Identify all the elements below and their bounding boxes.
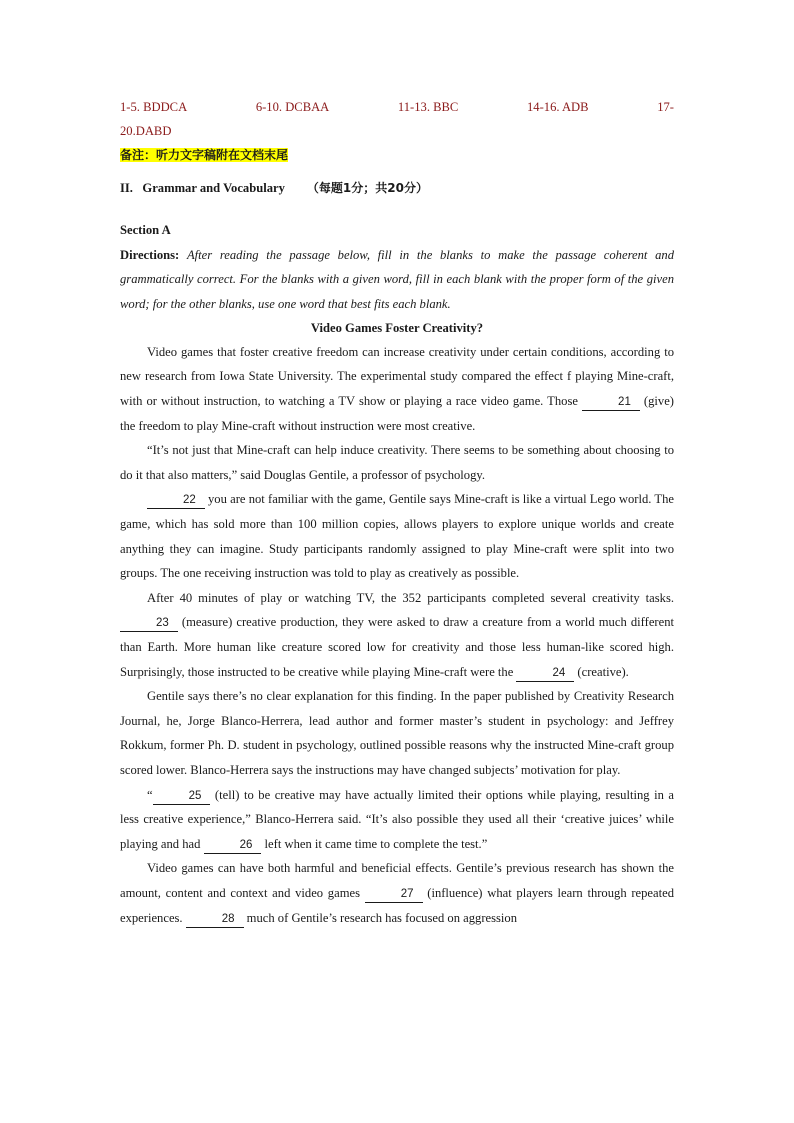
answer-group-17-20-end: 20.DABD [120, 124, 172, 138]
answer-group-1-5: 1-5. BDDCA [120, 100, 188, 114]
section-heading [120, 177, 674, 199]
directions-text: After reading the passage below, fill in the blanks to make the passage coherent and grammatically correct. For the blanks with a given word, fill in each blank with the proper form of the given word; for the other blanks, use one word that best fits each blank. [120, 248, 674, 311]
blank-21[interactable]: 21 [582, 395, 640, 411]
document-page [120, 95, 674, 930]
directions [120, 243, 674, 316]
answer-group-11-13: 11-13. BBC [397, 100, 459, 114]
blank-22[interactable]: 22 [147, 493, 205, 509]
passage-title: Video Games Foster Creativity? [310, 320, 484, 335]
note-line [120, 143, 674, 167]
paragraph-4: After 40 minutes of play or watching TV, the 352 participants completed several creativity tasks. 23 (measure) creative production, they were asked to draw a creature from a world much different than Earth. More human like creature scored low for creativity and those less human-like scored high. Surprisingly, those instructed to be creative while playing Mine-craft were the 24 (creative). [120, 586, 674, 684]
paragraph-7: Video games can have both harmful and beneficial effects. Gentile’s previous research has shown the amount, content and context and video games 27 (influence) what players learn through repeated experiences. 28 much of Gentile’s research has focused on aggression [120, 856, 674, 930]
heading-scoring: （每题1分；共20分） [306, 181, 428, 195]
answer-group-17-20-start: 17- [657, 100, 674, 114]
answer-group-14-16: 14-16. ADB [526, 100, 589, 114]
section-label: Section A [120, 223, 171, 237]
blank-25[interactable]: 25 [153, 789, 211, 805]
answer-key [120, 95, 674, 143]
blank-24[interactable]: 24 [516, 666, 574, 682]
blank-26[interactable]: 26 [204, 838, 262, 854]
answer-group-6-10: 6-10. DCBAA [255, 100, 330, 114]
blank-27[interactable]: 27 [365, 887, 423, 903]
directions-label: Directions: [120, 248, 180, 262]
paragraph-3: 22 you are not familiar with the game, Gentile says Mine-craft is like a virtual Lego world. The game, which has sold more than 100 million copies, allows players to explore unique worlds and create anything they can imagine. Study participants randomly assigned to play Mine-craft were split into two groups. The one receiving instruction was told to play as creatively as possible. [120, 492, 674, 581]
paragraph-5: Gentile says there’s no clear explanation for this finding. In the paper published by Creativity Research Journal, he, Jorge Blanco-Herrera, lead author and former master’s student in psychology: and Jeffrey Rokkum, former Ph. D. student in psychology, outlined possible reasons why the instructed Mine-craft group scored lower. Blanco-Herrera says the instructions may have changed subjects’ motivation for play. [120, 689, 674, 777]
blank-28[interactable]: 28 [186, 912, 244, 928]
heading-title: II. Grammar and Vocabulary [120, 181, 285, 195]
paragraph-1: Video games that foster creative freedom can increase creativity under certain conditions, according to new research from Iowa State University. The experimental study compared the effect f playing Mine-craft, with or without instruction, to watching a TV show or playing a race video game. Those 21 (give) the freedom to play Mine-craft without instruction were most creative. [120, 344, 675, 433]
blank-23[interactable]: 23 [120, 616, 178, 632]
note-highlight: 备注：听力文字稿附在文档末尾 [120, 148, 289, 162]
paragraph-6: “ 25 (tell) to be creative may have actually limited their options while playing, resulting in a less creative experience,” Blanco-Herrera said. “It’s also possible they used all their ‘creative juices’ while playing and had 26 left when it came time to complete the test.” [120, 783, 674, 857]
paragraph-2: “It’s not just that Mine-craft can help induce creativity. There seems to be something about choosing to do it that also matters,” said Douglas Gentile, a professor of psychology. [120, 443, 674, 482]
